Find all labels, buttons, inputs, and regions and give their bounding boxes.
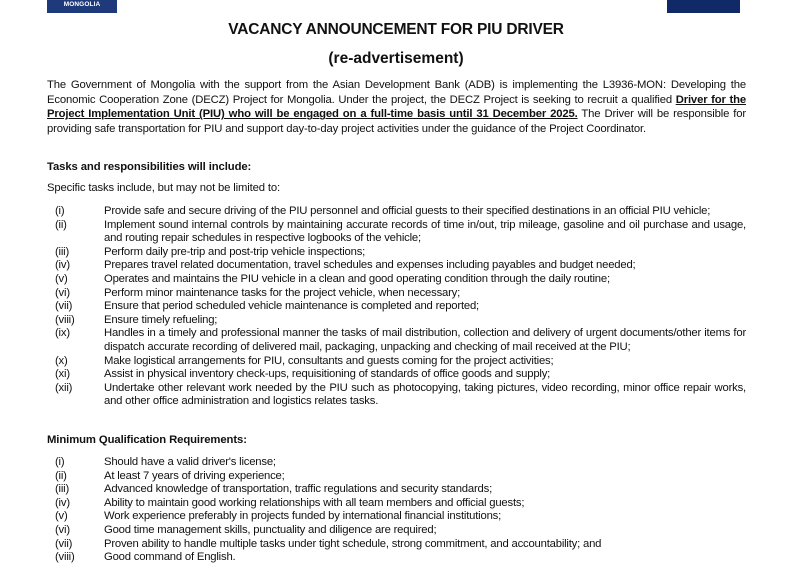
list-item-text: Should have a valid driver's license; — [104, 456, 276, 468]
list-item — [55, 551, 746, 565]
intro-text-1: The Government of Mongolia with the support from the Asian Development Bank (ADB) is implementing the L3936-MON: Developing the Economic Cooperation Zone (DECZ) Project for Mongolia. Under the project, the DECZ Project is seeking to recruit a qualified — [47, 79, 746, 106]
list-item-number: (i) — [55, 456, 65, 468]
list-item-number: (viii) — [55, 313, 75, 326]
list-item — [55, 368, 746, 382]
list-item-number: (xi) — [55, 368, 70, 381]
list-item-text: Prepares travel related documentation, travel schedules and expenses including payables and budget needed; — [104, 259, 636, 272]
list-item-number: (v) — [55, 510, 68, 523]
list-item-number: (ii) — [55, 218, 67, 231]
tasks-lead: Specific tasks include, but may not be limited to: — [47, 182, 280, 194]
list-item-text: Advanced knowledge of transportation, traffic regulations and security standards; — [104, 483, 493, 496]
intro-emphasis: Driver for the Project Implementation Unit (PIU) who will be engaged on a full-time basis until 31 December 2025. — [47, 93, 746, 121]
list-item-number: (iv) — [55, 496, 70, 509]
qualifications-heading: Minimum Qualification Requirements: — [47, 434, 247, 446]
list-item-number: (vi) — [55, 286, 70, 299]
list-item-text: Proven ability to handle multiple tasks under tight schedule, strong commitment, and accountability; and — [104, 537, 602, 550]
tasks-list — [55, 205, 746, 409]
list-item-text: Implement sound internal controls by maintaining accurate records of time in/out, trip mileage, gasoline and oil purchase and usage, and routing repair schedules in respective logbooks of the vehicle; — [104, 218, 746, 245]
list-item — [55, 259, 746, 273]
list-item-text: Make logistical arrangements for PIU, consultants and guests coming for the project activities; — [104, 354, 554, 367]
list-item — [55, 382, 746, 409]
list-item — [55, 456, 746, 470]
list-item-number: (viii) — [55, 551, 75, 564]
list-item-text: Perform minor maintenance tasks for the project vehicle, when necessary; — [104, 286, 461, 299]
qualifications-list — [55, 456, 746, 565]
list-item — [55, 470, 746, 484]
list-item-text: Assist in physical inventory check-ups, requisitioning of standards of office goods and supply; — [104, 368, 551, 381]
list-item — [55, 327, 746, 354]
list-item-text: Perform daily pre-trip and post-trip vehicle inspections; — [104, 245, 366, 258]
intro-text-2: The Driver will be responsible for providing safe transportation for PIU and support day-to-day project activities under the guidance of the Project Coordinator. — [47, 108, 746, 136]
adb-logo-box — [667, 0, 740, 13]
list-item — [55, 524, 746, 538]
list-item-number: (ii) — [55, 469, 67, 482]
list-item-number: (v) — [55, 272, 68, 285]
list-item-number: (iii) — [55, 245, 70, 258]
mongolia-logo — [47, 0, 117, 13]
list-item — [55, 205, 746, 219]
list-item-number: (xii) — [55, 381, 73, 394]
list-item — [55, 300, 746, 314]
list-item-text: At least 7 years of driving experience; — [104, 469, 285, 482]
list-item-number: (ix) — [55, 327, 70, 340]
list-item-text: Operates and maintains the PIU vehicle in a clean and good operating condition through the daily routine; — [104, 272, 610, 285]
list-item-text: Provide safe and secure driving of the PIU personnel and official guests to their specified destinations in an official PIU vehicle; — [104, 205, 711, 217]
list-item-text: Ensure timely refueling; — [104, 313, 218, 326]
list-item — [55, 510, 746, 524]
intro-paragraph — [47, 78, 746, 137]
list-item — [55, 219, 746, 246]
list-item — [55, 314, 746, 328]
list-item-text: Undertake other relevant work needed by the PIU such as photocopying, taking pictures, video recording, minor office repair works, and other office administration and logistics relates tasks. — [104, 381, 746, 408]
logo-text: MONGOLIA — [63, 1, 101, 8]
list-item-number: (vii) — [55, 537, 73, 550]
list-item — [55, 355, 746, 369]
page-title: VACANCY ANNOUNCEMENT FOR PIU DRIVER — [228, 21, 564, 38]
list-item-number: (iii) — [55, 483, 70, 496]
list-item-number: (iv) — [55, 259, 70, 272]
list-item-number: (vi) — [55, 523, 70, 536]
list-item — [55, 273, 746, 287]
page-subtitle: (re-advertisement) — [328, 50, 464, 67]
list-item-text: Ensure that period scheduled vehicle maintenance is completed and reported; — [104, 300, 479, 313]
tasks-heading: Tasks and responsibilities will include: — [47, 161, 252, 173]
list-item — [55, 497, 746, 511]
list-item-number: (x) — [55, 354, 68, 367]
list-item-text: Work experience preferably in projects funded by international financial institutions; — [104, 510, 502, 523]
list-item-number: (i) — [55, 205, 65, 217]
list-item-number: (vii) — [55, 300, 73, 313]
list-item — [55, 483, 746, 497]
list-item — [55, 538, 746, 552]
list-item — [55, 246, 746, 260]
list-item-text: Good command of English. — [104, 551, 236, 564]
list-item-text: Handles in a timely and professional manner the tasks of mail distribution, collection and delivery of urgent documents/other items for dispatch accurate recording of delivered mail, packaging, unpacking and checking of mail received at the PIU; — [104, 327, 746, 353]
list-item-text: Good time management skills, punctuality and diligence are required; — [104, 523, 437, 536]
list-item-text: Ability to maintain good working relationships with all team members and official guests; — [104, 496, 525, 509]
list-item — [55, 287, 746, 301]
